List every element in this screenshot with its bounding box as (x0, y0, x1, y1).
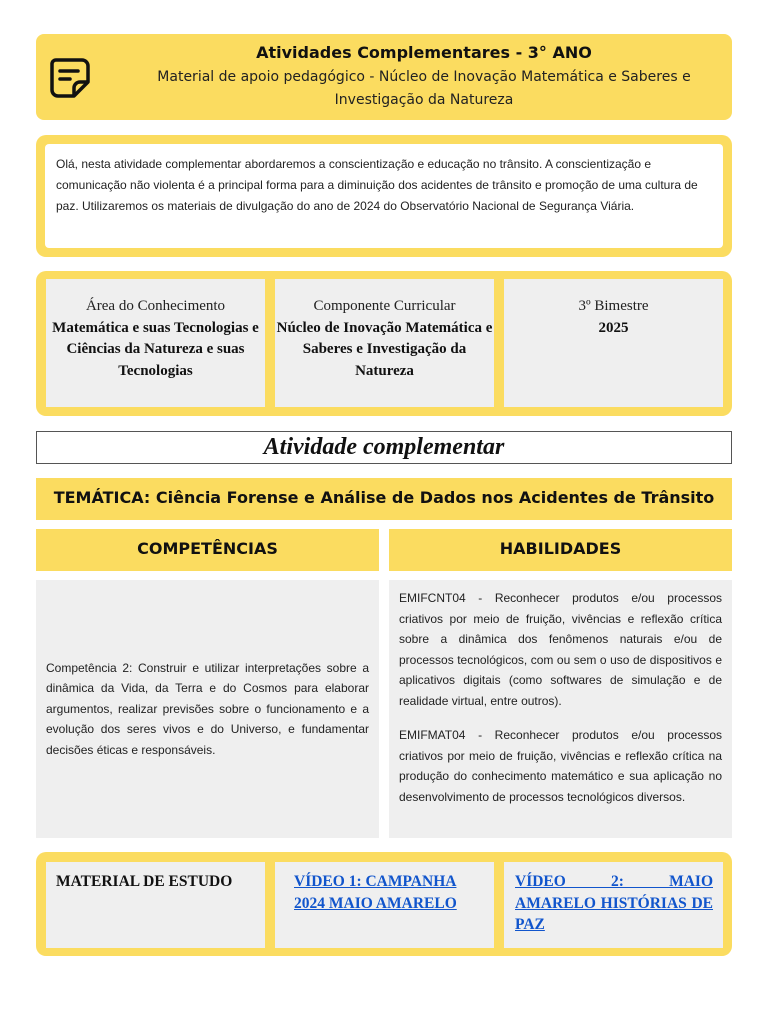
bimestre-label: 3º Bimestre (578, 298, 649, 314)
area-cell (46, 279, 265, 407)
info-panel (36, 271, 732, 416)
page-title: Atividades Complementares - 3° ANO (256, 43, 592, 62)
area-label: Área do Conhecimento (85, 298, 226, 314)
video-2-link[interactable]: VÍDEO 2: MAIO AMARELO HISTÓRIAS DE PAZ (515, 873, 713, 933)
activity-title: Atividade complementar (36, 431, 732, 464)
habilidades-body (389, 580, 732, 838)
competencia-text: Competência 2: Construir e utilizar interpretações sobre a dinâmica da Vida, da Terra e do Cosmos para elaborar argumentos, realizar previsões sobre o funcionamento e a evolução dos seres vivos e do Universo, e fundamentar decisões éticas e responsáveis. (46, 660, 369, 757)
intro-text: Olá, nesta atividade complementar abordaremos a conscientização e educação no trânsito. A conscientização e comunicação não violenta é a principal forma para a diminuição dos acidentes de trânsito e promoção de uma cultura de paz. Utilizaremos os materiais de divulgação do ano de 2024 do Observatório Nacional de Segurança Viária. (45, 144, 723, 248)
intro-panel (36, 135, 732, 257)
componente-value: Núcleo de Inovação Matemática e Saberes e Investigação da Natureza (276, 319, 493, 379)
tematica-banner: TEMÁTICA: Ciência Forense e Análise de Dados nos Acidentes de Trânsito (36, 478, 732, 520)
componente-cell (275, 279, 494, 407)
material-label: MATERIAL DE ESTUDO (46, 862, 265, 948)
page-subtitle: Material de apoio pedagógico - Núcleo de Inovação Matemática e Saberes e Investigação da Natureza (157, 69, 691, 108)
bimestre-value: 2025 (598, 319, 629, 336)
competencias-body (36, 580, 379, 838)
material-panel (36, 852, 732, 956)
habilidades-heading: HABILIDADES (389, 529, 732, 571)
componente-label: Componente Curricular (313, 298, 456, 314)
habilidade-item: EMIFCNT04 - Reconhecer produtos e/ou processos criativos por meio de fruição, vivências e reflexão crítica sobre a dinâmica dos fenômenos naturais e/ou de processos tecnológicos, com ou sem o uso de dispositivos e aplicativos digitais (como softwares de simulação e de realidade virtual, entre outros). (399, 591, 722, 708)
habilidade-item: EMIFMAT04 - Reconhecer produtos e/ou processos criativos por meio de fruição, vivências e reflexão crítica na produção do conhecimento matemático e sua aplicação no desenvolvimento de processos tecnológicos diversos. (399, 728, 722, 804)
competencias-heading: COMPETÊNCIAS (36, 529, 379, 571)
video-1-link[interactable]: VÍDEO 1: CAMPANHA 2024 MAIO AMARELO (294, 873, 457, 912)
video-1-cell (275, 862, 494, 948)
video-2-cell (504, 862, 723, 948)
area-value: Matemática e suas Tecnologias e Ciências da Natureza e suas Tecnologias (52, 319, 259, 379)
bimestre-cell (504, 279, 723, 407)
sticky-note-icon (48, 56, 92, 100)
header-banner (36, 34, 732, 120)
